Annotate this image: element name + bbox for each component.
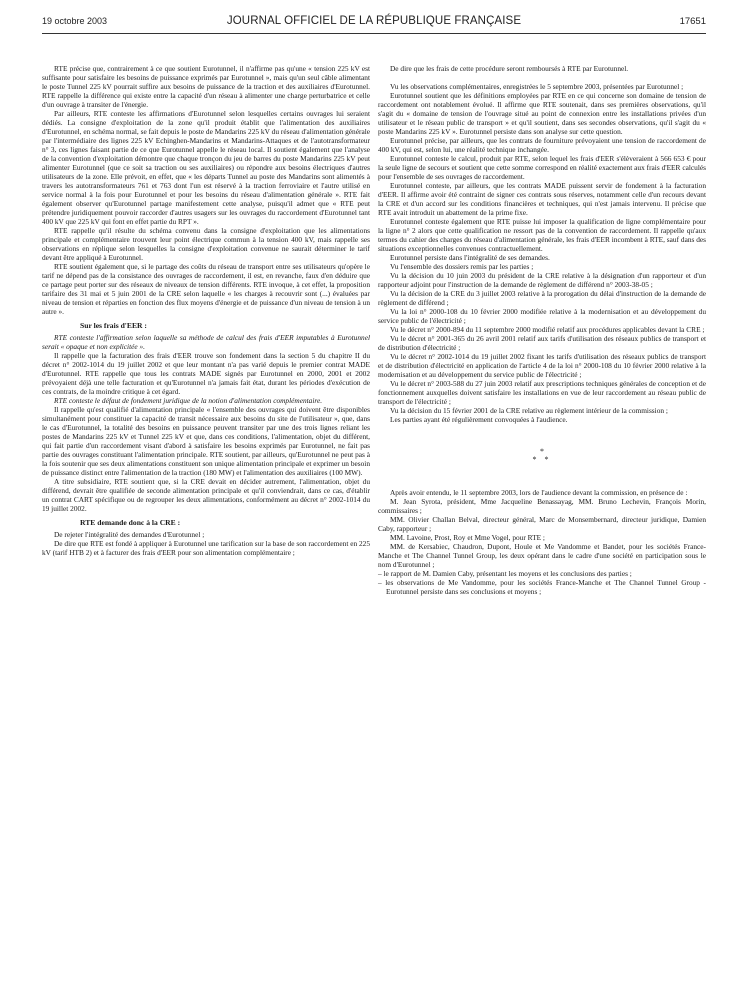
list-item: – le rapport de M. Damien Caby, présentant les moyens et les conclusions des parties ; xyxy=(378,569,632,578)
right-column xyxy=(378,64,706,596)
paragraph: Eurotunnel précise, par ailleurs, que les contrats de fourniture prévoyaient une tension de raccordement de 400 kV, qui est, selon lui, une réalité technique inchangée. xyxy=(378,136,706,154)
list-item: – les observations de Me Vandomme, pour les sociétés France-Manche et The Channel Tunnel Group - Eurotunnel persiste dans ses conclusions et moyens ; xyxy=(378,578,706,596)
paragraph: Vu le décret n° 2000-894 du 11 septembre 2000 modifié relatif aux procédures applicables devant la CRE ; xyxy=(390,325,705,334)
paragraph: Vu la décision du 10 juin 2003 du président de la CRE relative à la désignation d'un rapporteur et d'un rapporteur adjoint pour l'instruction de la demande de règlement de différend n° 2003-38-05 ; xyxy=(378,271,706,289)
paragraph: M. Jean Syrota, président, Mme Jacqueline Benassayag, MM. Bruno Lechevin, François Morin, commissaires ; xyxy=(378,497,706,515)
paragraph: RTE rappelle qu'il résulte du schéma convenu dans la consigne d'exploitation que les alimentations principale et complémentaire trouvent leur point électrique commun à la tension 400 kV, mais rappelle ses observations en réplique selon lesquelles la consigne d'exploitation convenue ne saurait déterminer le tarif devant être appliqué à Eurotunnel. xyxy=(42,226,370,262)
paragraph: A titre subsidiaire, RTE soutient que, si la CRE devait en décider autrement, l'alimentation, objet du différend, devrait être qualifiée de seconde alimentation principale et qu'il conviendrait, dans ce cas, d'établir un contrat CART spécifique ou de regrouper les deux alimentations, conformément au décret n° 2002-1014 du 19 juillet 2002. xyxy=(42,477,370,513)
paragraph: Eurotunnel conteste, par ailleurs, que les contrats MADE puissent servir de fondement à la facturation d'EER. Il affirme avoir été contraint de signer ces contrats sous réserves, notamment celle d'un recours devant la CRE et d'un accord sur les conditions financières et techniques, qui n'est jamais intervenu. Il précise que RTE avait introduit un abattement de la prime fixe. xyxy=(378,181,706,217)
page-number: 17651 xyxy=(679,16,706,27)
paragraph: Vu la décision du 15 février 2001 de la CRE relative au règlement intérieur de la commission ; xyxy=(390,406,668,415)
paragraph: Il rappelle que la facturation des frais d'EER trouve son fondement dans la section 5 du chapitre II du décret n° 2002-1014 du 19 juillet 2002 et que leur montant n'a pas varié depuis le premier contrat MADE d'Eurotunnel. RTE rappelle que tous les contrats MADE signés par Eurotunnel en 2000, 2001 et 2002 prévoyaient déjà une telle facturation et qu'Eurotunnel n'a jamais fait état, durant les périodes d'exécution de ces contrats, de la moindre critique à cet égard. xyxy=(42,351,370,396)
page-header xyxy=(42,14,706,32)
separator-star-pair: * * xyxy=(532,455,552,464)
paragraph: Après avoir entendu, le 11 septembre 2003, lors de l'audience devant la commission, en présence de : xyxy=(390,488,688,497)
paragraph: Eurotunnel conteste également que RTE puisse lui imposer la qualification de ligne complémentaire pour la ligne n° 2 alors que cette qualification ne ressort pas de la convention de raccordement. Il rappelle qu'aux termes du cahier des charges du réseau d'alimentation générale, les frais d'EER incombent à RTE, sauf dans des situations exceptionnelles convenues contractuellement. xyxy=(378,217,706,253)
paragraph: Eurotunnel conteste le calcul, produit par RTE, selon lequel les frais d'EER s'élèveraient à 566 653 € pour la seule ligne de secours et soutient que cette somme correspond en réalité exactement aux frais d'EER calculés pour l'ensemble de ses ouvrages de raccordement. xyxy=(378,154,706,181)
section-separator-stars xyxy=(378,448,706,464)
paragraph: Il rappelle qu'est qualifié d'alimentation principale « l'ensemble des ouvrages qui doivent être disponibles simultanément pour constituer la capacité de transit nécessaire aux besoins du site de l'utilisateur », que, dans le cas d'Eurotunnel, la totalité des besoins en puissance peuvent transiter par une des trois lignes reliant les postes de Mandarins 225 kV et Tunnel 225 kV et que, dans ces conditions, l'alimentation, objet du différent, qui fait partie d'un raccordement visant d'abord à satisfaire les besoins exprimés par Eurotunnel, ne fait pas partie des ouvrages constituant l'alimentation principale. RTE soutient, par ailleurs, qu'Eurotunnel ne peut pas à la fois soutenir que ses deux alimentations constituent son unique alimentation principale et exprimer un besoin de puissance distinct entre l'alimentation de la traction (180 MW) et l'alimentation des auxiliaires (100 MW). xyxy=(42,405,370,477)
paragraph: RTE précise que, contrairement à ce que soutient Eurotunnel, il n'affirme pas qu'une « tension 225 kV est suffisante pour satisfaire les besoins de puissance exprimés par Eurotunnel », mais qu'un seul câble alimentant le poste Tunnel 225 kV pourrait suffire aux besoins de puissance de la traction et des auxiliaires d'Eurotunnel. RTE rappelle la différence qui existe entre la capacité d'un réseau à alimenter une charge perturbatrice et celle d'un ouvrage à transiter de l'énergie. xyxy=(42,64,370,109)
section-heading-demande: RTE demande donc à la CRE : xyxy=(80,518,181,527)
italic-paragraph: RTE conteste le défaut de fondement juridique de la notion d'alimentation complémentaire. xyxy=(54,396,323,405)
paragraph: Vu le décret n° 2002-1014 du 19 juillet 2002 fixant les tarifs d'utilisation des réseaux publics de transport et de distribution d'électricité en application de l'article 4 de la loi n° 2000-108 du 10 février 2000 relative à la modernisation et au développement du service public de l'électricité ; xyxy=(378,352,706,379)
paragraph: MM. Olivier Challan Belval, directeur général, Marc de Monsembernard, directeur juridique, Damien Caby, rapporteur ; xyxy=(378,515,706,533)
paragraph: Par ailleurs, RTE conteste les affirmations d'Eurotunnel selon lesquelles certains ouvrages lui seraient dédiés. La consigne d'exploitation de la zone qu'il produit établit que l'alimentation des auxiliaires d'Eurotunnel, en schéma normal, se fait depuis le poste de Mandarins 225 kV du réseau d'alimentation générale par l'intermédiaire des lignes 225 kV Echinghen-Mandarins et Mandarins-Attaques et de l'autotransformateur n° 3, ces lignes faisant partie de ce que Eurotunnel appelle le réseau local. Il soutient également que l'analyse de la convention d'exploitation démontre que chaque tronçon du jeu de barres du poste Mandarins 225 kV peut alimenter Eurotunnel (que ce soit sa traction ou ses auxiliaires) ou répondre aux besoins électriques d'autres utilisateurs de la zone. Elle prévoit, en effet, que « les départs Tunnel au poste des Mandarins sont alimentés à travers les autotransformateurs 761 et 763 dont l'un est réservé à la traction ferroviaire et l'autre utilisé en service normal à la fois pour Eurotunnel et pour les besoins du réseau d'alimentation générale ». RTE fait également observer qu'Eurotunnel partage manifestement cette analyse, puisqu'il admet que « RTE peut prétendre juridiquement pouvoir raccorder d'autres usagers sur les ouvrages du raccordement d'Eurotunnel tant 400 kV que 225 kV qui font en effet partie du RPT ». xyxy=(42,109,370,226)
paragraph: MM. de Kersabiec, Chaudron, Dupont, Houle et Me Vandomme et Bandet, pour les sociétés France-Manche et The Channel Tunnel Group, les deux opérant dans le cadre d'une société en participation sous le nom d'Eurotunnel ; xyxy=(378,542,706,569)
paragraph: Vu le décret n° 2003-588 du 27 juin 2003 relatif aux prescriptions techniques générales de conception et de fonctionnement auxquelles doivent satisfaire les installations en vue de leur raccordement au réseau public de transport de l'électricité ; xyxy=(378,379,706,406)
paragraph: Vu la loi n° 2000-108 du 10 février 2000 modifiée relative à la modernisation et au développement du service public de l'électricité ; xyxy=(378,307,706,325)
paragraph: Vu le décret n° 2001-365 du 26 avril 2001 relatif aux tarifs d'utilisation des réseaux publics de transport et de distribution d'électricité ; xyxy=(378,334,706,352)
header-rule xyxy=(42,33,706,34)
left-column xyxy=(42,64,370,557)
italic-paragraph: RTE conteste l'affirmation selon laquelle sa méthode de calcul des frais d'EER imputables à Eurotunnel serait « opaque et non explicitée ». xyxy=(42,333,370,351)
paragraph: De rejeter l'intégralité des demandes d'Eurotunnel ; xyxy=(54,530,205,539)
paragraph: Vu la décision de la CRE du 3 juillet 2003 relative à la prorogation du délai d'instruction de la demande de règlement de différend ; xyxy=(378,289,706,307)
paragraph: De dire que RTE est fondé à appliquer à Eurotunnel une tarification sur la base de son raccordement en 225 kV (tarif HTB 2) et à facturer des frais d'EER pour son alimentation complémentaire ; xyxy=(42,539,370,557)
paragraph: MM. Lavoine, Prost, Roy et Mme Vogel, pour RTE ; xyxy=(390,533,545,542)
hearing-list xyxy=(378,569,706,596)
section-heading-eer: Sur les frais d'EER : xyxy=(80,321,147,330)
paragraph: Vu les observations complémentaires, enregistrées le 5 septembre 2003, présentées par Eurotunnel ; xyxy=(390,82,684,91)
issue-date: 19 octobre 2003 xyxy=(42,16,108,26)
paragraph: Eurotunnel soutient que les définitions employées par RTE en ce qui concerne son domaine de tension de raccordement ont notablement évolué. Il affirme que RTE soutenait, dans ses premières observations, qu'il s'agit du « domaine de tension de l'ouvrage situé au point de connexion entre les installations privées d'un utilisateur et le réseau public de transport » et qu'il soutient, dans ses secondes observations, qu'il s'agit du « poste Mandarins 225 kV ». Eurotunnel persiste dans son analyse sur cette question. xyxy=(378,91,706,136)
journal-title: JOURNAL OFFICIEL DE LA RÉPUBLIQUE FRANÇAISE xyxy=(226,15,522,27)
paragraph: Vu l'ensemble des dossiers remis par les parties ; xyxy=(390,262,534,271)
paragraph: Eurotunnel persiste dans l'intégralité de ses demandes. xyxy=(390,253,550,262)
paragraph: Les parties ayant été régulièrement convoquées à l'audience. xyxy=(390,415,568,424)
paragraph: RTE soutient également que, si le partage des coûts du réseau de transport entre ses utilisateurs qu'opère le tarif ne dépend pas de la consistance des ouvrages de raccordement, il est, en revanche, faux d'en déduire que ce partage peut porter sur des réseaux de niveaux de tension différents. RTE invoque, à cet effet, la proposition tarifaire des 31 mai et 5 juin 2001 de la CRE selon laquelle « les charges à recouvrir sont (...) évaluées par niveau de tension et réparties en fonction des flux moyens d'énergie et de puissance d'un niveau de tension à un autre ». xyxy=(42,262,370,316)
separator-star-top: * xyxy=(540,447,544,456)
paragraph: De dire que les frais de cette procédure seront remboursés à RTE par Eurotunnel. xyxy=(390,64,629,73)
